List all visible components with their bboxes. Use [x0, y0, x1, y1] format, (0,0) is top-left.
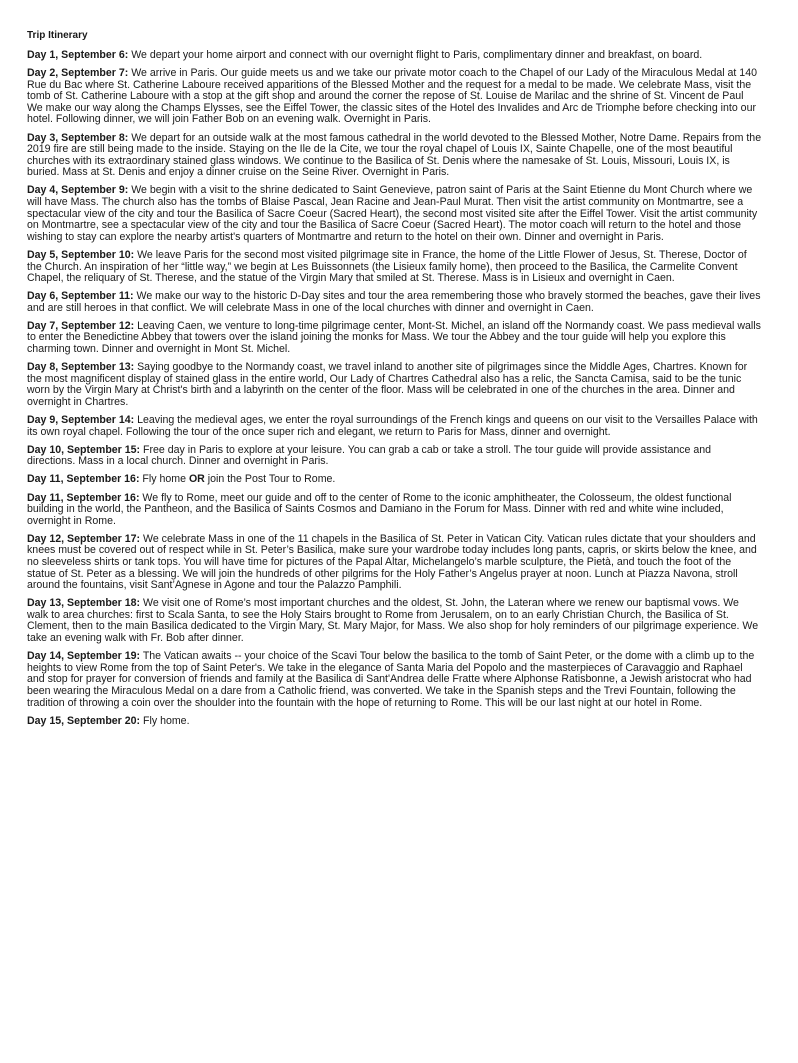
day-label: Day 12, September 17: — [27, 532, 141, 545]
day-entry-1 — [27, 50, 762, 62]
day-label: Day 1, September 6: — [27, 49, 129, 61]
day-label: Day 2, September 7: — [27, 67, 129, 80]
day-entry-5 — [27, 250, 762, 285]
or-emphasis: OR — [188, 473, 205, 486]
day-description: We celebrate Mass in one of the 11 chapels in the Basilica of St. Peter in Vatican City. Vatican rules dictate that your shoulders and knees must be covered out of respect while in St. Peter’s Basilica, make sure your wardrobe today includes long pants, capris, or skirts below the knee, and no sleeveless shirts or tank tops. You will have time for pictures of the Papal Altar, Michelangelo’s marble sculpture, the Pietà, and touch the foot of the statue of St. Peter as a blessing. We will join the hundreds of other pilgrims for the Holy Father’s Angelus prayer at noon. Lunch at Piazza Navona, stroll around the fountains, visit Sant’Agnese in Agone and tour the Palazzo Pamphili. — [27, 532, 757, 592]
day-label: Day 8, September 13: — [27, 361, 135, 374]
day-entry-11-fly-home — [27, 474, 762, 486]
day-description: The Vatican awaits -- your choice of the Scavi Tour below the basilica to the tomb of Saint Peter, or the dome with a climb up to the heights to view Rome from the top of Saint Peter's. We take in the elegance of Santa Maria del Popolo and the masterpieces of Caravaggio and Raphael and stop for prayer for conversion of friends and family at the Basilica di Sant'Andrea delle Fratte where Alphonse Ratisbonne, a Jewish aristocrat who had been wearing the Miraculous Medal on a dare from a Catholic friend, was converted. We take in the Spanish steps and the Trevi Fountain, following the tradition of throwing a coin over the shoulder into the fountain with the hope of returning to Rome. This will be our last night at our hotel in Rome. — [27, 650, 755, 709]
day-description: Leaving the medieval ages, we enter the royal surroundings of the French kings and queens on our visit to the Versailles Palace with its own royal chapel. Following the tour of the once super rich and elegant, we return to Paris for Mass, dinner and overnight. — [27, 414, 758, 438]
page-title: Trip Itinerary — [27, 30, 88, 41]
day-entry-10 — [27, 445, 762, 468]
day-description: We visit one of Rome’s most important churches and the oldest, St. John, the Lateran where we renew our baptismal vows. We walk to area churches: first to Scala Santa, to see the Holy Stairs brought to Rome from Jerusalem, on to an early Christian Church, the Basilica of St. Clement, then to the main Basilica dedicated to the Virgin Mary, St. Mary Major, for Mass. We also shop for holy reminders of our pilgrimage experience. We take an evening walk with Fr. Bob after dinner. — [27, 597, 759, 645]
day-entry-15 — [27, 716, 762, 728]
day-label: Day 4, September 9: — [27, 184, 129, 197]
day-description: We leave Paris for the second most visited pilgrimage site in France, the home of the Little Flower of Jesus, St. Therese, Doctor of the Church. An inspiration of her “little way,” we begin at Les Buissonnets (the Lisieux family home), then proceed to the Basilica, the Carmelite Convent Chapel, the reliquary of St. Therese, and the statue of the Virgin Mary that smiled at St. Therese. Mass is in Lisieux and overnight in Caen. — [27, 248, 747, 285]
day-label: Day 11, September 16: — [27, 491, 140, 504]
day-description: Fly home. — [140, 714, 190, 727]
day-description: We make our way to the historic D-Day sites and tour the area remembering those who bravely stormed the beaches, gave their lives and are still heroes in that conflict. We will celebrate Mass in one of the local churches with dinner and overnight in Caen. — [27, 290, 761, 314]
day-label: Day 10, September 15: — [27, 443, 141, 456]
day-description: Fly home — [139, 473, 189, 486]
day-description: Leaving Caen, we venture to long-time pilgrimage center, Mont-St. Michel, an island off the Normandy coast. We pass medieval walls to enter the Benedictine Abbey that towers over the island joining the monks for Mass. We tour the Abbey and the tour guide will help you explore this charming town. Dinner and overnight in Mont St. Michel. — [27, 319, 761, 356]
day-description: Free day in Paris to explore at your leisure. You can grab a cab or take a stroll. The tour guide will provide assistance and directions. Mass in a local church. Dinner and overnight in Paris. — [27, 443, 712, 468]
day-description: We depart your home airport and connect with our overnight flight to Paris, complimentary dinner and breakfast, on board. — [128, 49, 703, 61]
day-label: Day 15, September 20: — [27, 714, 141, 727]
day-entry-4 — [27, 185, 762, 243]
day-description: Saying goodbye to the Normandy coast, we travel inland to another site of pilgrimages since the Middle Ages, Chartres. Known for the most magnificent display of stained glass in the entire world, Our Lady of Chartres Cathedral also has a relic, the Sancta Camisa, said to be the tunic worn by the Virgin Mary at Christ's birth and a labyrinth on the center of the floor. Mass will be celebrated in one of the churches in the area. Dinner and overnight in Chartres. — [27, 361, 748, 408]
day-label: Day 9, September 14: — [27, 414, 135, 427]
day-label: Day 5, September 10: — [27, 248, 135, 261]
day-entry-7 — [27, 321, 762, 356]
day-description: We fly to Rome, meet our guide and off to the center of Rome to the iconic amphitheater, the Colosseum, the oldest functional building in the world, the Pantheon, and the Basilica of Saints Cosmos and Damiano in the Forum for Mass. Dinner with red and white wine included, overnight in Rome. — [27, 491, 732, 527]
day-entry-6 — [27, 291, 762, 314]
day-label: Day 6, September 11: — [27, 290, 134, 303]
day-description: We begin with a visit to the shrine dedicated to Saint Genevieve, patron saint of Paris at the Saint Etienne du Mont Church where we will have Mass. The church also has the tombs of Blaise Pascal, Jean Racine and Jean-Paul Murat. Then visit the artist community on Montmartre, see a spectacular view of the city and tour the Basilica of Sacre Coeur (Sacred Heart), the second most visited site after the Eiffel Tower. Visit the artist community on Montmartre, see a spectacular view of the city and tour the Basilica of Sacre Coeur (Sacred Heart). The motor coach will return to the hotel and those wishing to stay can explore the nearby artist's quarters of Montmartre and return to the hotel on their own. Dinner and overnight in Paris. — [27, 184, 758, 243]
day-entry-3 — [27, 133, 762, 179]
day-label: Day 11, September 16: — [27, 473, 140, 486]
day-description: We arrive in Paris. Our guide meets us and we take our private motor coach to the Chapel of our Lady of the Miraculous Medal at 140 Rue du Bac where St. Catherine Laboure received apparitions of the Blessed Mother and the request for a medal to be made. We celebrate Mass, visit the tomb of St. Catherine Laboure with a stop at the gift shop and around the corner the repose of St. Louise de Marilac and the shrine of St. Vincent de Paul We make our way along the Champs Elysses, see the Eiffel Tower, the classic sites of the Hotel des Invalides and Arc de Triomphe before checking into our hotel. Following dinner, we will join Father Bob on an evening walk. Overnight in Paris. — [27, 67, 757, 126]
day-label: Day 7, September 12: — [27, 319, 135, 332]
day-description-after: join the Post Tour to Rome. — [204, 473, 336, 486]
day-entry-12 — [27, 534, 762, 592]
day-entry-13 — [27, 598, 762, 644]
day-entry-8 — [27, 362, 762, 408]
day-entry-9 — [27, 415, 762, 438]
day-entry-11-rome — [27, 493, 762, 528]
day-entry-14 — [27, 651, 762, 709]
day-label: Day 13, September 18: — [27, 597, 141, 610]
day-label: Day 3, September 8: — [27, 131, 129, 144]
day-description: We depart for an outside walk at the most famous cathedral in the world devoted to the Blessed Mother, Notre Dame. Repairs from the 2019 fire are still being made to the inside. Staying on the Ile de la Cite, we tour the royal chapel of Louis IX, Sainte Chapelle, one of the most beautiful churches with its extraordinary stained glass windows. We continue to the Basilica of St. Denis where the namesake of St. Louis, Missouri, Louis IX, is buried. Mass at St. Denis and enjoy a dinner cruise on the Seine River. Overnight in Paris. — [27, 131, 762, 179]
day-entry-2 — [27, 68, 762, 126]
day-label: Day 14, September 19: — [27, 650, 141, 663]
